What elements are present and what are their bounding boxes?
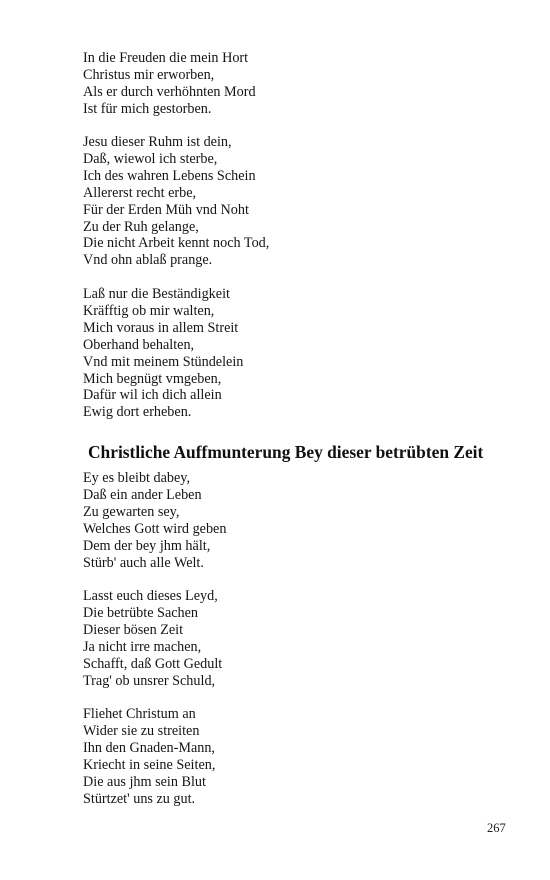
verse-line: Für der Erden Müh vnd Noht xyxy=(83,201,249,218)
poem-title: Christliche Auffmunterung Bey dieser betrübten Zeit xyxy=(88,442,484,462)
verse-line: Ist für mich gestorben. xyxy=(83,100,212,117)
verse-line: Als er durch verhöhnten Mord xyxy=(83,83,256,100)
page-number: 267 xyxy=(487,821,506,835)
verse-line: Mich begnügt vmgeben, xyxy=(83,370,222,387)
verse-line: Wider sie zu streiten xyxy=(83,722,200,739)
verse-line: Ihn den Gnaden-Mann, xyxy=(83,739,215,756)
poem1-stanza-2 xyxy=(83,134,269,269)
poem2-stanza-3 xyxy=(83,706,215,807)
verse-line: Stürb' auch alle Welt. xyxy=(83,554,204,571)
verse-line: Ey es bleibt dabey, xyxy=(83,470,191,486)
poem1-stanza-3 xyxy=(83,286,243,421)
verse-line: Zu der Ruh gelange, xyxy=(83,218,199,235)
verse-line: Oberhand behalten, xyxy=(83,336,195,353)
verse-line: Welches Gott wird geben xyxy=(83,520,227,537)
verse-line: In die Freuden die mein Hort xyxy=(83,50,249,66)
verse-line: Kriecht in seine Seiten, xyxy=(83,756,216,773)
poem2-stanza-1 xyxy=(83,470,226,571)
verse-line: Trag' ob unsrer Schuld, xyxy=(83,672,216,689)
poem2-stanza-2 xyxy=(83,588,222,689)
verse-line: Christus mir erworben, xyxy=(83,66,215,83)
verse-line: Daß, wiewol ich sterbe, xyxy=(83,150,218,167)
verse-line: Daß ein ander Leben xyxy=(83,486,202,503)
verse-line: Allererst recht erbe, xyxy=(83,184,197,201)
verse-line: Ich des wahren Lebens Schein xyxy=(83,167,256,184)
verse-line: Dafür wil ich dich allein xyxy=(83,387,222,404)
poem1-stanza-1 xyxy=(83,50,256,118)
verse-line: Dieser bösen Zeit xyxy=(83,621,184,638)
verse-line: Laß nur die Beständigkeit xyxy=(83,286,230,302)
verse-line: Vnd ohn ablaß prange. xyxy=(83,252,213,269)
verse-line: Vnd mit meinem Stündelein xyxy=(83,353,244,370)
verse-line: Fliehet Christum an xyxy=(83,706,196,722)
verse-line: Die aus jhm sein Blut xyxy=(83,773,206,790)
verse-line: Ja nicht irre machen, xyxy=(83,638,202,655)
verse-line: Die nicht Arbeit kennt noch Tod, xyxy=(83,235,270,252)
verse-line: Lasst euch dieses Leyd, xyxy=(83,588,218,604)
verse-line: Kräfftig ob mir walten, xyxy=(83,302,215,319)
verse-line: Jesu dieser Ruhm ist dein, xyxy=(83,134,232,150)
verse-line: Die betrübte Sachen xyxy=(83,604,199,621)
verse-line: Dem der bey jhm hält, xyxy=(83,537,211,554)
verse-line: Ewig dort erheben. xyxy=(83,404,192,421)
verse-line: Mich voraus in allem Streit xyxy=(83,319,239,336)
verse-line: Zu gewarten sey, xyxy=(83,503,180,520)
verse-line: Stürtzet' uns zu gut. xyxy=(83,790,196,807)
verse-line: Schafft, daß Gott Gedult xyxy=(83,655,223,672)
